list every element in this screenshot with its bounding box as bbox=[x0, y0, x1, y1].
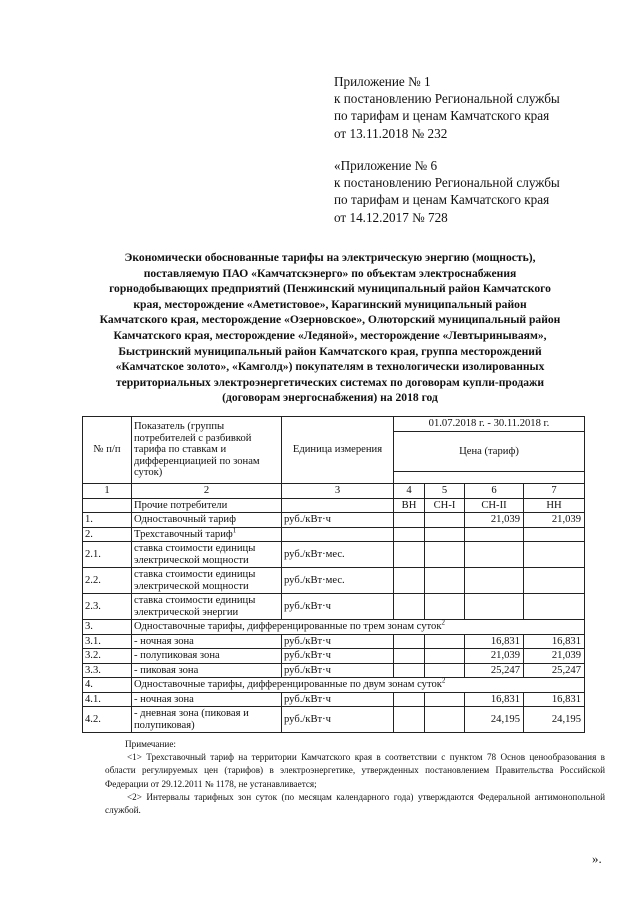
price-sn2: 25,247 bbox=[465, 663, 524, 678]
document-title bbox=[80, 250, 580, 406]
row-indicator bbox=[132, 707, 282, 733]
header-num: № п/п bbox=[83, 417, 132, 484]
price-sn1 bbox=[425, 542, 465, 568]
price-sn2: 21,039 bbox=[465, 649, 524, 664]
appendix-1-header bbox=[334, 73, 560, 142]
appendix-1-line4: от 13.11.2018 № 232 bbox=[334, 125, 448, 141]
row-indicator bbox=[132, 649, 282, 664]
table-row bbox=[83, 649, 585, 664]
header-unit: Единица измерения bbox=[282, 417, 394, 484]
col-number: 1 bbox=[83, 484, 132, 499]
row-indicator bbox=[132, 692, 282, 707]
notes-heading: Примечание: bbox=[125, 739, 176, 749]
col-number: 7 bbox=[524, 484, 585, 499]
title-line: Быстринский муниципальный район Камчатского края, группа месторождений bbox=[118, 344, 542, 358]
voltage-level: НН bbox=[524, 498, 585, 513]
row-number: 1. bbox=[83, 513, 132, 528]
price-sn1 bbox=[425, 594, 465, 620]
col-number: 4 bbox=[394, 484, 425, 499]
footnote-ref: 1 bbox=[232, 525, 237, 534]
row-indicator bbox=[132, 663, 282, 678]
price-vn bbox=[394, 634, 425, 649]
row-unit: руб./кВт·ч bbox=[282, 649, 394, 664]
row-unit: руб./кВт·мес. bbox=[282, 542, 394, 568]
row-indicator-text: - пиковая зона bbox=[134, 664, 199, 676]
appendix-6-line2: к постановлению Региональной службы bbox=[334, 175, 560, 191]
table-row bbox=[83, 513, 585, 528]
table-row bbox=[83, 527, 585, 542]
closing-quote: ». bbox=[592, 851, 602, 866]
price-sn2: 21,039 bbox=[465, 513, 524, 528]
row-unit: руб./кВт·мес. bbox=[282, 568, 394, 594]
row-indicator-text: ставка стоимости единицы электрической мощности bbox=[134, 543, 256, 566]
row-indicator bbox=[132, 620, 585, 635]
table-row bbox=[83, 634, 585, 649]
appendix-6-header bbox=[334, 157, 560, 226]
appendix-1-line1: Приложение № 1 bbox=[334, 74, 431, 89]
table-row bbox=[83, 692, 585, 707]
tariff-table bbox=[82, 416, 585, 733]
price-sn1 bbox=[425, 663, 465, 678]
title-line: «Камчатское золото», «Камголд») покупателям в технологически изолированных bbox=[115, 360, 545, 374]
price-sn1 bbox=[425, 707, 465, 733]
price-nn bbox=[524, 594, 585, 620]
appendix-6-line1: «Приложение № 6 bbox=[334, 158, 438, 173]
row-number: 4. bbox=[83, 678, 132, 693]
table-row bbox=[83, 678, 585, 693]
price-sn2: 16,831 bbox=[465, 692, 524, 707]
row-number: 3.3. bbox=[83, 663, 132, 678]
price-nn bbox=[524, 527, 585, 542]
table-row bbox=[83, 620, 585, 635]
row-number: 3.1. bbox=[83, 634, 132, 649]
col-number: 5 bbox=[425, 484, 465, 499]
row-indicator-text: Одноставочные тарифы, дифференцированные по двум зонам суток bbox=[134, 679, 442, 690]
price-vn bbox=[394, 707, 425, 733]
price-sn1 bbox=[425, 568, 465, 594]
col-number: 6 bbox=[465, 484, 524, 499]
header-spacer bbox=[394, 472, 585, 484]
row-indicator-text: Трехставочный тариф bbox=[134, 528, 233, 540]
title-line: поставляемую ПАО «Камчатскэнерго» по объектам электроснабжения bbox=[143, 266, 517, 280]
col-number: 2 bbox=[132, 484, 282, 499]
table-row bbox=[83, 707, 585, 733]
col-number: 3 bbox=[282, 484, 394, 499]
price-nn: 24,195 bbox=[524, 707, 585, 733]
title-line: Экономически обоснованные тарифы на электрическую энергию (мощность), bbox=[124, 251, 536, 264]
title-line: (договорам энергоснабжения) на 2018 год bbox=[222, 391, 438, 405]
title-line: горнодобывающих предприятий (Пенжинский муниципальный район Камчатского bbox=[109, 282, 551, 296]
row-unit: руб./кВт·ч bbox=[282, 707, 394, 733]
voltage-level: СН-I bbox=[425, 498, 465, 513]
footnote-ref: 2 bbox=[441, 618, 445, 627]
price-nn: 25,247 bbox=[524, 663, 585, 678]
price-sn2 bbox=[465, 568, 524, 594]
price-vn bbox=[394, 663, 425, 678]
row-indicator bbox=[132, 594, 282, 620]
price-sn1 bbox=[425, 527, 465, 542]
consumer-group: Прочие потребители bbox=[132, 498, 282, 513]
row-unit bbox=[282, 527, 394, 542]
price-vn bbox=[394, 527, 425, 542]
title-line: Камчатского края, месторождение «Озерновское», Олюторский муниципальный район bbox=[99, 313, 561, 327]
price-sn2: 24,195 bbox=[465, 707, 524, 733]
price-vn bbox=[394, 568, 425, 594]
row-indicator-text: ставка стоимости единицы электрической мощности bbox=[134, 569, 256, 592]
row-number: 3.2. bbox=[83, 649, 132, 664]
row-indicator-text: ставка стоимости единицы электрической энергии bbox=[134, 595, 256, 618]
row-unit: руб./кВт·ч bbox=[282, 663, 394, 678]
row-number: 2.3. bbox=[83, 594, 132, 620]
price-nn: 21,039 bbox=[524, 513, 585, 528]
row-indicator-text: - полупиковая зона bbox=[134, 650, 220, 661]
row-indicator bbox=[132, 634, 282, 649]
row-indicator bbox=[132, 513, 282, 528]
price-vn bbox=[394, 692, 425, 707]
title-line: Камчатского края, месторождение «Ледяной», месторождение «Левтыринываям», bbox=[113, 328, 547, 342]
header-period: 01.07.2018 г. - 30.11.2018 г. bbox=[394, 417, 585, 432]
price-vn bbox=[394, 649, 425, 664]
row-number: 3. bbox=[83, 620, 132, 635]
row-unit: руб./кВт·ч bbox=[282, 513, 394, 528]
price-nn: 16,831 bbox=[524, 692, 585, 707]
row-indicator-text: Одноставочный тариф bbox=[134, 514, 236, 525]
price-sn2 bbox=[465, 527, 524, 542]
header-indicator: Показатель (группы потребителей с разбивкой тарифа по ставкам и дифференциацией по зонам суток) bbox=[132, 417, 282, 484]
row-number: 2.2. bbox=[83, 568, 132, 594]
voltage-level: СН-II bbox=[465, 498, 524, 513]
title-line: территориальных электроэнергетических системах по договорам купли-продажи bbox=[115, 375, 545, 389]
price-sn1 bbox=[425, 692, 465, 707]
row-number: 4.1. bbox=[83, 692, 132, 707]
price-nn: 16,831 bbox=[524, 634, 585, 649]
price-nn bbox=[524, 568, 585, 594]
row-unit: руб./кВт·ч bbox=[282, 692, 394, 707]
footnote-ref: 2 bbox=[441, 676, 446, 685]
row-number: 2. bbox=[83, 527, 132, 542]
cell-empty bbox=[83, 498, 132, 513]
price-sn2: 16,831 bbox=[465, 634, 524, 649]
row-unit: руб./кВт·ч bbox=[282, 634, 394, 649]
price-vn bbox=[394, 542, 425, 568]
appendix-6-line3: по тарифам и ценам Камчатского края bbox=[334, 192, 550, 208]
appendix-1-line3: по тарифам и ценам Камчатского края bbox=[334, 108, 550, 124]
appendix-6-line4: от 14.12.2017 № 728 bbox=[334, 209, 448, 225]
table-row bbox=[83, 568, 585, 594]
row-indicator bbox=[132, 678, 585, 693]
row-indicator bbox=[132, 527, 282, 542]
header-price: Цена (тариф) bbox=[394, 432, 585, 472]
row-indicator bbox=[132, 568, 282, 594]
price-vn bbox=[394, 594, 425, 620]
price-sn1 bbox=[425, 634, 465, 649]
price-sn1 bbox=[425, 513, 465, 528]
voltage-level: ВН bbox=[394, 498, 425, 513]
notes-section bbox=[105, 738, 605, 817]
note-2: <2> Интервалы тарифных зон суток (по месяцам календарного года) утверждаются Федеральной антимонопольной службой. bbox=[105, 791, 605, 816]
row-number: 4.2. bbox=[83, 707, 132, 733]
price-nn bbox=[524, 542, 585, 568]
price-vn bbox=[394, 513, 425, 528]
note-1: <1> Трехставочный тариф на территории Камчатского края в соответствии с пунктом 78 Основ ценообразования в области регулируемых цен (тарифов) в электроэнергетике, утвержденных постановлением Правительства Российской Федерации от 29.12.2011 № 1178, не устанавливается; bbox=[105, 752, 605, 789]
title-line: края, месторождение «Аметистовое», Карагинский муниципальный район bbox=[133, 297, 527, 311]
row-indicator bbox=[132, 542, 282, 568]
row-indicator-text: - ночная зона bbox=[134, 635, 194, 647]
row-indicator-text: - дневная зона (пиковая и полупиковая) bbox=[134, 708, 249, 731]
price-nn: 21,039 bbox=[524, 649, 585, 664]
row-indicator-text: Одноставочные тарифы, дифференцированные по трем зонам суток bbox=[134, 621, 442, 632]
row-unit: руб./кВт·ч bbox=[282, 594, 394, 620]
table-row bbox=[83, 594, 585, 620]
price-sn2 bbox=[465, 594, 524, 620]
price-sn2 bbox=[465, 542, 524, 568]
price-sn1 bbox=[425, 649, 465, 664]
appendix-1-line2: к постановлению Региональной службы bbox=[334, 91, 560, 107]
cell-empty bbox=[282, 498, 394, 513]
row-number: 2.1. bbox=[83, 542, 132, 568]
table-row bbox=[83, 542, 585, 568]
row-indicator-text: - ночная зона bbox=[134, 693, 194, 705]
table-row bbox=[83, 663, 585, 678]
